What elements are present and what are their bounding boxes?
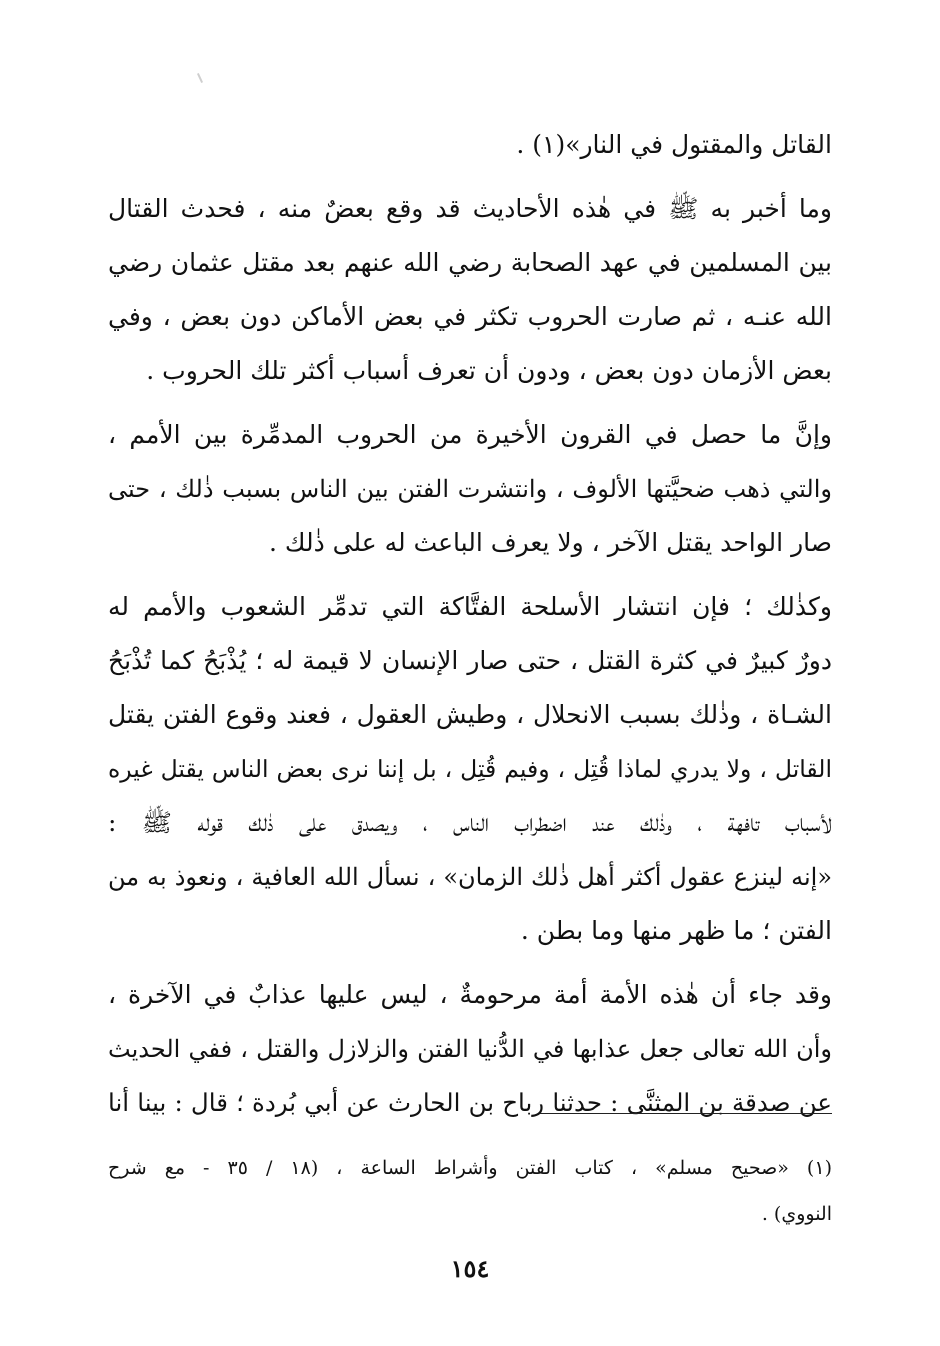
text-line: بين المسلمين في عهد الصحابة رضي الله عنهم بعد مقتل عثمان رضي <box>108 248 832 277</box>
text-line: وأن الله تعالى جعل عذابها في الدُّنيا الفتن والزلازل والقتل ، ففي الحديث <box>108 1035 832 1063</box>
paragraph-5 <box>108 968 832 1130</box>
text-line: وكذٰلك ؛ فإن انتشار الأسلحة الفتَّاكة التي تدمِّر الشعوب والأمم له <box>108 592 832 621</box>
text-line: بعض الأزمان دون بعض ، ودون أن تعرف أسباب أكثر تلك الحروب . <box>146 356 832 385</box>
footnote-line: النووي) . <box>761 1203 832 1225</box>
text-line: وقد جاء أن هٰذه الأمة أمة مرحومةٌ ، ليس عليها عذابٌ في الآخرة ، <box>108 980 832 1009</box>
paragraph-1 <box>108 118 832 172</box>
text-line: القاتل والمقتول في النار»(١) . <box>516 130 832 159</box>
text-line: وما أخبر به ﷺ في هٰذه الأحاديث قد وقع بعضٌ منه ، فحدث القتال <box>108 194 832 223</box>
text-line: والتي ذهب ضحيَّتها الألوف ، وانتشرت الفتن بين الناس بسبب ذٰلك ، حتى <box>108 475 832 503</box>
text-line: عن صدقة بن المثنَّى : حدثنا رباح بن الحارث عن أبي بُردة ؛ قال : بينا أنا <box>108 1088 832 1117</box>
paragraph-2 <box>108 182 832 398</box>
footnote <box>108 1145 832 1237</box>
text-line: القاتل ، ولا يدري لماذا قُتِل ، وفيم قُتِل ، بل إننا نرى بعض الناس يقتل غيره <box>108 755 832 783</box>
text-line: لأسباب تافهة ، وذٰلك عند اضطراب الناس ، ويصدق على ذٰلك قوله ﷺ : <box>108 808 832 837</box>
paragraph-3 <box>108 408 832 570</box>
text-line: دورٌ كبيرٌ في كثرة القتل ، حتى صار الإنسان لا قيمة له ؛ يُذْبَحُ كما تُذْبَحُ <box>108 646 832 675</box>
text-line: وإنَّ ما حصل في القرون الأخيرة من الحروب المدمِّرة بين الأمم ، <box>108 420 832 449</box>
text-line: الله عنـه ، ثم صارت الحروب تكثر في بعض الأماكن دون بعض ، وفي <box>108 302 832 331</box>
text-line: «إنه لينزع عقول أكثر أهل ذٰلك الزمان» ، نسأل الله العافية ، ونعوذ به من <box>108 863 832 891</box>
text-line: الفتن ؛ ما ظهر منها وما بطن . <box>520 916 832 945</box>
paragraph-4 <box>108 580 832 958</box>
footnote-divider <box>540 1113 832 1114</box>
footnote-line: (١) «صحيح مسلم» ، كتاب الفتن وأشراط الساعة ، (١٨ / ٣٥ - مع شرح <box>108 1157 832 1179</box>
text-line: صار الواحد يقتل الآخر ، ولا يعرف الباعث له على ذٰلك . <box>268 528 832 557</box>
scan-speck <box>197 73 203 83</box>
main-text <box>108 118 832 1130</box>
page-number: ١٥٤ <box>450 1254 490 1283</box>
text-line: الشـاة ، وذٰلك بسبب الانحلال ، وطيش العقول ، فعند وقوع الفتن يقتل <box>108 700 832 729</box>
